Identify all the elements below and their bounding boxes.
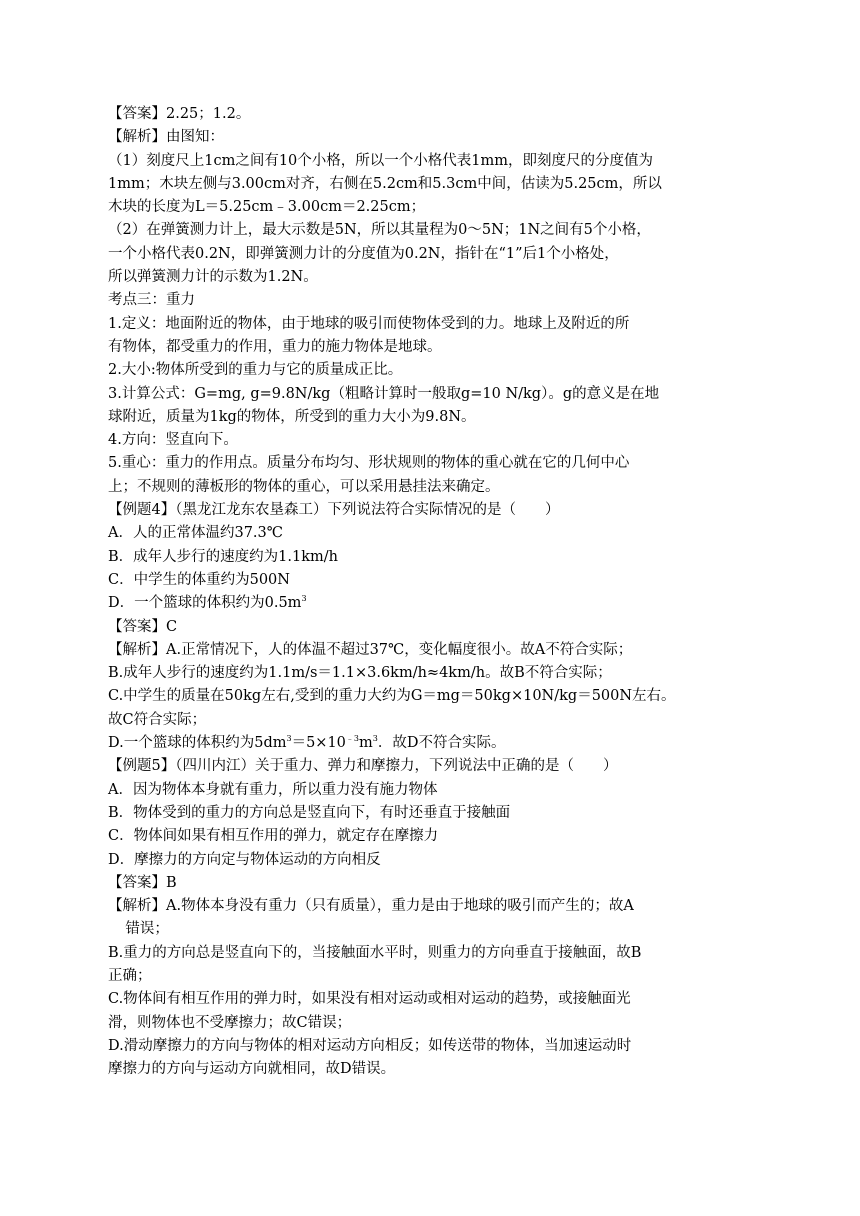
text-line: 一个小格代表0.2N，即弹簧测力计的分度值为0.2N，指针在“1”后1个小格处， [108, 245, 619, 262]
text-line: 【解析】A.正常情况下，人的体温不超过37℃，变化幅度很小。故A不符合实际； [108, 641, 633, 658]
text-line: 正确； [108, 967, 152, 984]
option-c: C．中学生的体重约为500N [108, 571, 290, 588]
answer-line: 【答案】C [108, 618, 178, 635]
text-line: 球附近，质量为1kg的物体，所受到的重力大小为9.8N。 [108, 408, 476, 425]
text-line: 摩擦力的方向与运动方向就相同，故D错误。 [108, 1061, 396, 1078]
option-c: C．物体间如果有相互作用的弹力，就定存在摩擦力 [108, 828, 439, 845]
text-line: 【解析】A.物体本身没有重力（只有质量），重力是由于地球的吸引而产生的；故A [108, 898, 634, 915]
text-line: 有物体，都受重力的作用，重力的施力物体是地球。 [108, 338, 442, 355]
text-line: B.成年人步行的速度约为1.1m/s＝1.1×3.6km/h≈4km/h。故B不符合实际； [108, 665, 612, 682]
analysis-heading: 【解析】由图知： [108, 129, 224, 146]
text-line: 木块的长度为L＝5.25cm﹣3.00cm＝2.25cm； [108, 199, 426, 216]
text-line: 4.方向：竖直向下。 [108, 432, 238, 449]
option-a: A．因为物体本身就有重力，所以重力没有施力物体 [108, 781, 438, 798]
text-line: （1）刻度尺上1cm之间有10个小格，所以一个小格代表1mm，即刻度尺的分度值为 [108, 152, 653, 169]
example-4-question: 【例题4】（黑龙江龙东农垦森工）下列说法符合实际情况的是（ ） [108, 502, 560, 519]
text-line: 所以弹簧测力计的示数为1.2N。 [108, 269, 318, 286]
text-line: B.重力的方向总是竖直向下的，当接触面水平时，则重力的方向垂直于接触面，故B [108, 944, 642, 961]
text-line: 3.计算公式：G=mg, g=9.8N/kg（粗略计算时一般取g=10 N/kg）。g的意义是在地 [108, 385, 660, 402]
superscript: ﹣3 [345, 734, 359, 744]
option-a: A．人的正常体温约37.3℃ [108, 525, 283, 542]
text-line: 1mm；木块左侧与3.00cm对齐，右侧在5.2cm和5.3cm中间，估读为5.25cm，所以 [108, 175, 662, 192]
text-line: 错误； [125, 921, 169, 938]
text-line: C.中学生的质量在50kg左右,受到的重力大约为G＝mg＝50kg×10N/kg＝500N左右。 [108, 688, 676, 705]
example-5-question: 【例题5】（四川内江）关于重力、弹力和摩擦力，下列说法中正确的是（ ） [108, 758, 618, 775]
superscript: 3 [301, 594, 307, 604]
text-fragment: m [359, 735, 373, 752]
superscript: 3 [286, 734, 292, 744]
text-line: 1.定义：地面附近的物体，由于地球的吸引而使物体受到的力。地球上及附近的所 [108, 315, 630, 332]
text-line: （2）在弹簧测力计上，最大示数是5N，所以其量程为0～5N；1N之间有5个小格， [108, 222, 651, 239]
superscript: 3 [372, 734, 378, 744]
text-line: C.物体间有相互作用的弹力时，如果没有相对运动或相对运动的趋势，或接触面光 [108, 991, 631, 1008]
text-fragment: ．故D不符合实际。 [377, 735, 506, 752]
answer-line: 【答案】2.25；1.2。 [108, 106, 251, 122]
text-fragment: ＝5×10 [291, 735, 346, 752]
text-line: 滑，则物体也不受摩擦力；故C错误； [108, 1014, 352, 1031]
text-line: 故C符合实际； [108, 711, 207, 728]
option-b: B．物体受到的重力的方向总是竖直向下，有时还垂直于接触面 [108, 804, 511, 821]
document-page [108, 103, 756, 1081]
answer-line: 【答案】B [108, 874, 177, 891]
text-line: D.滑动摩擦力的方向与物体的相对运动方向相反；如传送带的物体，当加速运动时 [108, 1037, 632, 1054]
option-d [108, 592, 756, 615]
text-line: 5.重心：重力的作用点。质量分布均匀、形状规则的物体的重心就在它的几何中心 [108, 455, 630, 472]
option-d: D．摩擦力的方向定与物体运动的方向相反 [108, 851, 381, 868]
section-title: 考点三：重力 [108, 292, 195, 309]
text-line: 上；不规则的薄板形的物体的重心，可以采用悬挂法来确定。 [108, 478, 500, 495]
option-b: B．成年人步行的速度约为1.1km/h [108, 548, 338, 565]
text-line: 2.大小:物体所受到的重力与它的质量成正比。 [108, 362, 403, 379]
option-d-text: D．一个篮球的体积约为0.5m [108, 595, 302, 612]
text-line [108, 732, 756, 755]
text-fragment: D.一个篮球的体积约为5dm [108, 735, 287, 752]
